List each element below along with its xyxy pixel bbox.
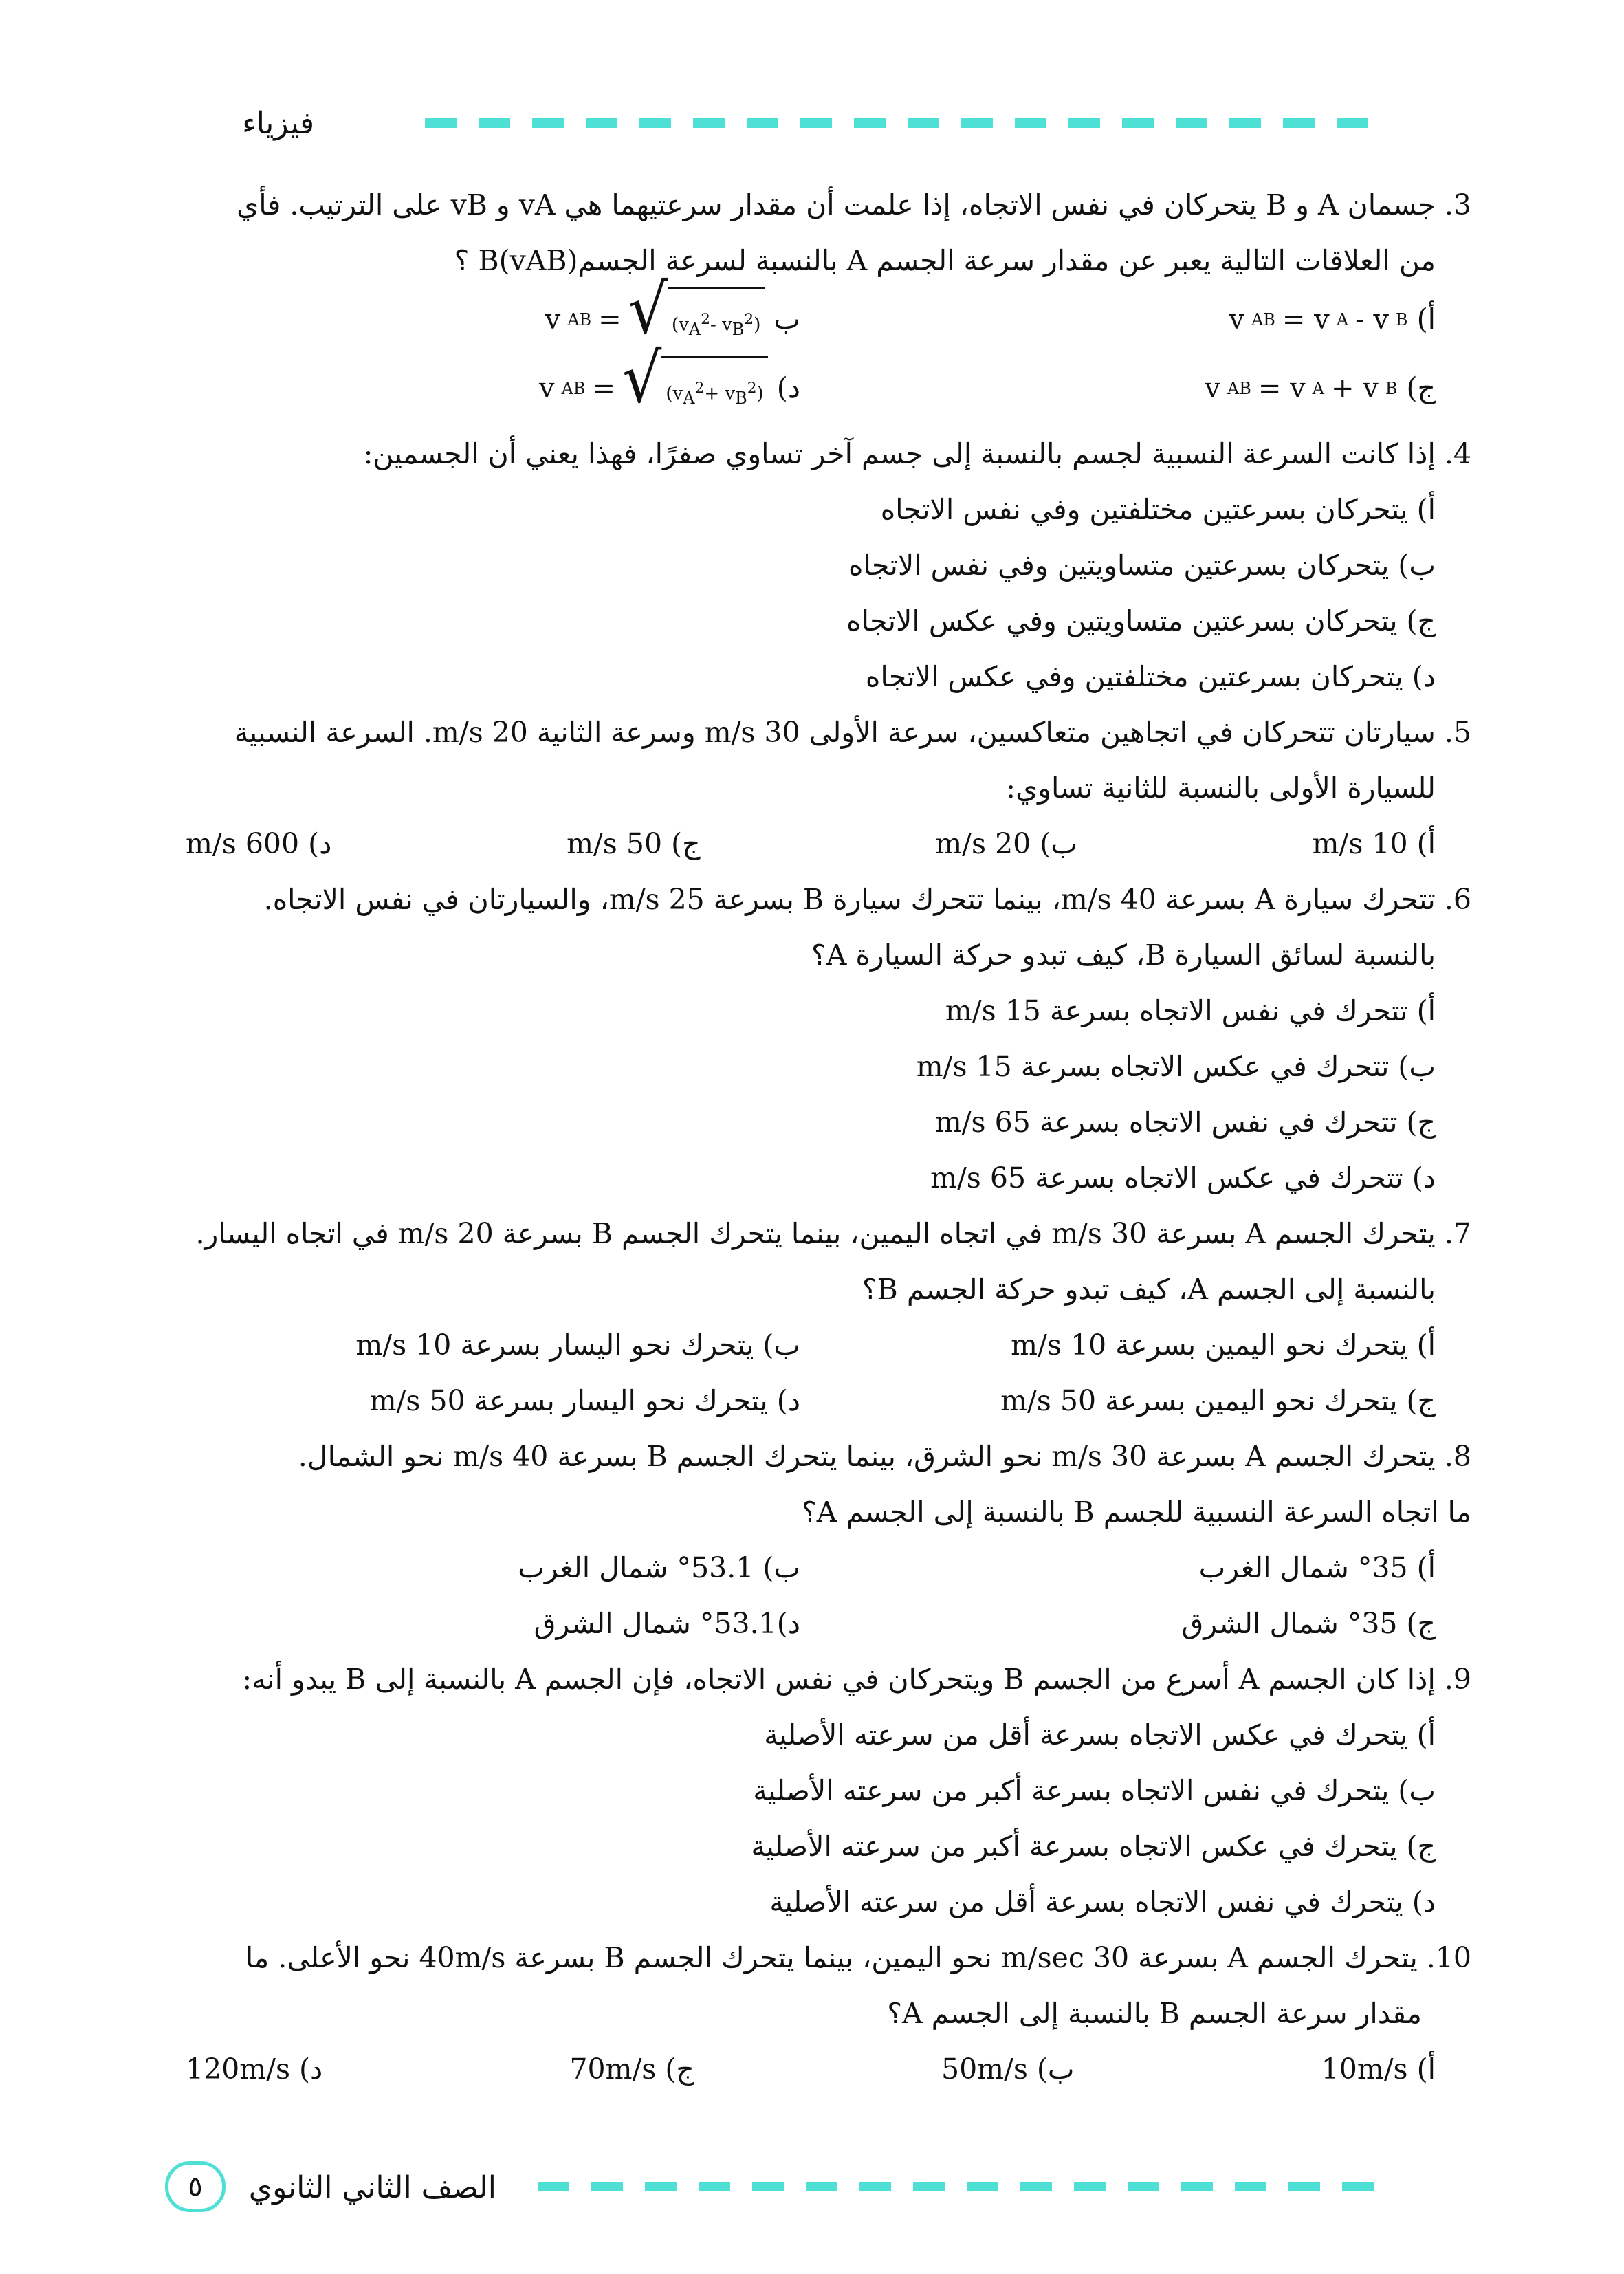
- question-3-stem-line-1: 3. جسمان A و B يتحركان في نفس الاتجاه، إذا علمت أن مقدار سرعتيهما هي vA و vB على الترتيب. فأي: [237, 188, 1471, 221]
- grade-label: الصف الثاني الثانوي: [248, 2170, 496, 2205]
- question-9-option-a[interactable]: أ) يتحرك في عكس الاتجاه بسرعة أقل من سرعته الأصلية: [764, 1718, 1436, 1751]
- formula-vab-plus: v AB = v A + v B: [1205, 373, 1398, 404]
- question-8: [165, 1429, 1471, 1652]
- question-4-option-a[interactable]: أ) يتحركان بسرعتين مختلفتين وفي نفس الاتجاه: [880, 493, 1436, 526]
- question-4: [165, 426, 1471, 705]
- question-5-stem-line-2: للسيارة الأولى بالنسبة للثانية تساوي:: [1006, 772, 1436, 805]
- question-5: [165, 705, 1471, 872]
- question-4-option-b[interactable]: ب) يتحركان بسرعتين متساويتين وفي نفس الاتجاه: [848, 549, 1436, 582]
- question-7-stem-line-1: 7. يتحرك الجسم A بسرعة 30 m/s في اتجاه اليمين، بينما يتحرك الجسم B بسرعة 20 m/s في اتجاه اليسار.: [195, 1217, 1471, 1250]
- question-7-stem-line-2: بالنسبة إلى الجسم A، كيف تبدو حركة الجسم B؟: [862, 1273, 1436, 1306]
- question-5-option-b[interactable]: ب) 20 m/s: [935, 827, 1077, 860]
- question-3-option-a[interactable]: [1229, 292, 1436, 348]
- question-8-option-b[interactable]: ب) 53.1° شمال الغرب: [518, 1551, 800, 1584]
- question-8-option-a[interactable]: أ) 35° شمال الغرب: [1198, 1551, 1436, 1584]
- question-9-option-d[interactable]: د) يتحرك في نفس الاتجاه بسرعة أقل من سرعته الأصلية: [769, 1885, 1436, 1918]
- question-6: [165, 872, 1471, 1206]
- question-5-option-d[interactable]: د) 600 m/s: [186, 827, 332, 860]
- question-4-option-d[interactable]: د) يتحركان بسرعتين مختلفتين وفي عكس الاتجاه: [865, 660, 1436, 693]
- formula-vab-sqrt-diff: v AB = √ ($v_A^2-$ $v_B^2$): [545, 283, 765, 358]
- question-7-option-c[interactable]: ج) يتحرك نحو اليمين بسرعة 50 m/s: [1000, 1384, 1436, 1417]
- question-3-option-b[interactable]: [165, 270, 800, 358]
- formula-vab-sqrt-sum: v AB = √ $(v_A^2+ v_B^2)$: [539, 351, 768, 426]
- question-7-option-b[interactable]: ب) يتحرك نحو اليسار بسرعة 10 m/s: [355, 1329, 800, 1362]
- question-10-stem-line-1: 10. يتحرك الجسم A بسرعة 30 m/sec نحو اليمين، بينما يتحرك الجسم B بسرعة 40m/s نحو الأعلى. ما: [245, 1941, 1471, 1974]
- subject-title: فيزياء: [242, 106, 314, 141]
- question-9-stem: 9. إذا كان الجسم A أسرع من الجسم B ويتحركان في نفس الاتجاه، فإن الجسم A بالنسبة إلى B يبدو أنه:: [242, 1663, 1471, 1696]
- question-5-stem-line-1: 5. سيارتان تتحركان في اتجاهين متعاكسين، سرعة الأولى 30 m/s وسرعة الثانية 20 m/s. السرعة النسبية: [234, 716, 1471, 749]
- question-10-option-d[interactable]: د) 120m/s: [186, 2053, 323, 2086]
- question-6-option-b[interactable]: ب) تتحرك في عكس الاتجاه بسرعة 15 m/s: [916, 1050, 1436, 1083]
- question-6-option-c[interactable]: ج) تتحرك في نفس الاتجاه بسرعة 65 m/s: [934, 1106, 1436, 1139]
- formula-vab-minus: v AB = v A - v B: [1229, 304, 1408, 336]
- question-8-option-d[interactable]: د)53.1° شمال الشرق: [534, 1607, 800, 1640]
- option-label: د): [776, 371, 800, 404]
- question-7-option-d[interactable]: د) يتحرك نحو اليسار بسرعة 50 m/s: [369, 1384, 800, 1417]
- question-10-stem-line-2: مقدار سرعة الجسم B بالنسبة إلى الجسم A؟: [887, 1997, 1422, 2030]
- page-number: ٥: [165, 2161, 226, 2212]
- question-9-option-c[interactable]: ج) يتحرك في عكس الاتجاه بسرعة أكبر من سرعته الأصلية: [751, 1830, 1436, 1863]
- question-3-option-d[interactable]: [165, 338, 800, 426]
- question-6-stem-line-1: 6. تتحرك سيارة A بسرعة 40 m/s، بينما تتحرك سيارة B بسرعة 25 m/s، والسيارتان في نفس الاتجاه.: [263, 883, 1471, 916]
- questions-content: [165, 177, 1471, 2097]
- question-6-option-d[interactable]: د) تتحرك في عكس الاتجاه بسرعة 65 m/s: [930, 1161, 1436, 1194]
- question-8-option-c[interactable]: ج) 35° شمال الشرق: [1181, 1607, 1436, 1640]
- question-5-option-c[interactable]: ج) 50 m/s: [567, 827, 701, 860]
- question-9-option-b[interactable]: ب) يتحرك في نفس الاتجاه بسرعة أكبر من سرعته الأصلية: [753, 1774, 1436, 1807]
- question-4-option-c[interactable]: ج) يتحركان بسرعتين متساويتين وفي عكس الاتجاه: [846, 604, 1436, 637]
- option-label: أ): [1416, 303, 1436, 336]
- question-8-stem-line-2: ما اتجاه السرعة النسبية للجسم B بالنسبة إلى الجسم A؟: [802, 1496, 1471, 1529]
- question-7-option-a[interactable]: أ) يتحرك نحو اليمين بسرعة 10 m/s: [1011, 1329, 1436, 1362]
- question-3-option-c[interactable]: [1205, 360, 1436, 417]
- question-10-option-a[interactable]: أ) 10m/s: [1321, 2053, 1436, 2086]
- question-10-option-c[interactable]: ج) 70m/s: [569, 2053, 694, 2086]
- question-3-stem-line-2: من العلاقات التالية يعبر عن مقدار سرعة الجسم A بالنسبة لسرعة الجسمB(vAB) ؟: [454, 244, 1436, 277]
- question-4-stem: 4. إذا كانت السرعة النسبية لجسم بالنسبة إلى جسم آخر تساوي صفرًا، فهذا يعني أن الجسمين:: [363, 437, 1471, 470]
- option-label: ب: [773, 302, 800, 336]
- question-8-stem-line-1: 8. يتحرك الجسم A بسرعة 30 m/s نحو الشرق، بينما يتحرك الجسم B بسرعة 40 m/s نحو الشمال.: [298, 1440, 1471, 1473]
- question-6-stem-line-2: بالنسبة لسائق السيارة B، كيف تبدو حركة السيارة A؟: [811, 939, 1436, 972]
- question-10: [165, 1930, 1471, 2097]
- question-6-option-a[interactable]: أ) تتحرك في نفس الاتجاه بسرعة 15 m/s: [945, 994, 1436, 1027]
- question-5-option-a[interactable]: أ) 10 m/s: [1312, 827, 1436, 860]
- page-header: [0, 103, 1624, 144]
- page-footer: [0, 2161, 1624, 2216]
- header-dashed-rule: [425, 118, 1478, 128]
- question-3: [165, 177, 1471, 426]
- option-label: ج): [1406, 371, 1436, 404]
- question-10-option-b[interactable]: ب) 50m/s: [941, 2053, 1075, 2086]
- footer-dashed-rule: [538, 2182, 1478, 2191]
- question-7: [165, 1206, 1471, 1429]
- question-9: [165, 1652, 1471, 1930]
